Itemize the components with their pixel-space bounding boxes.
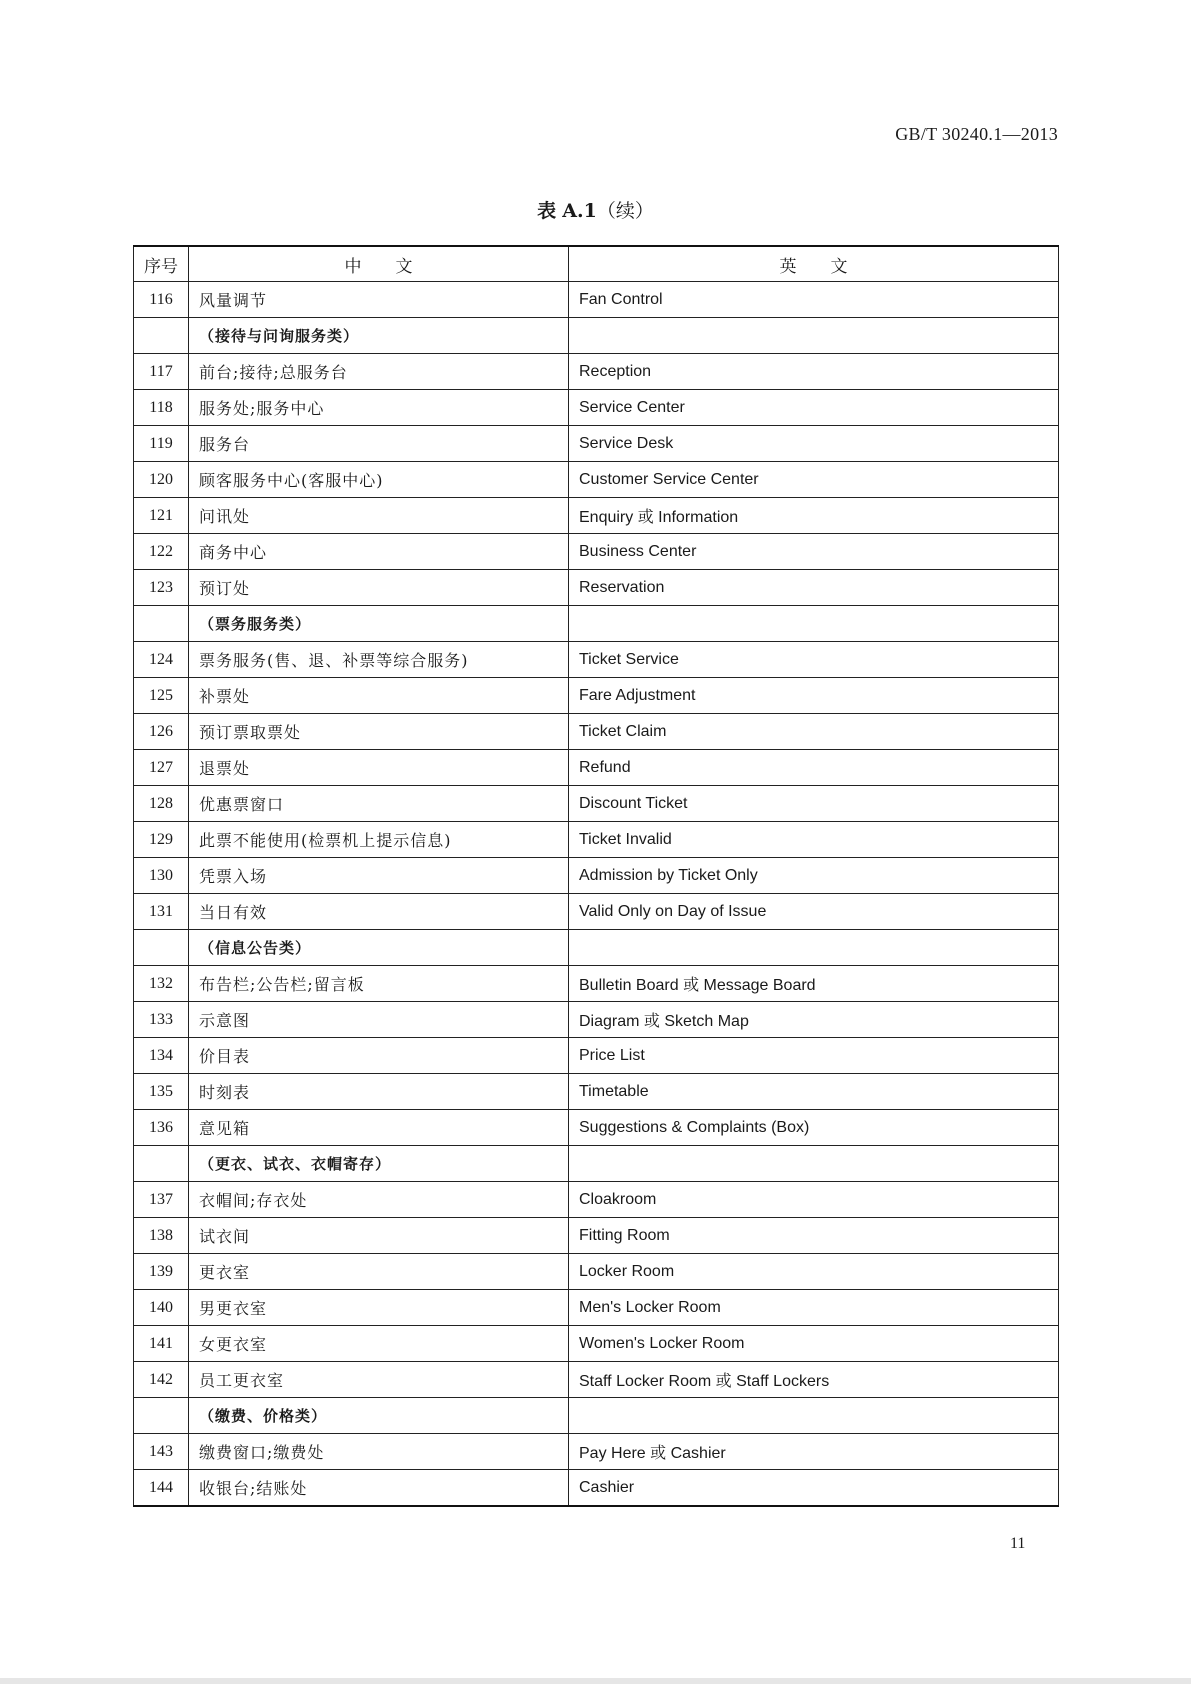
category-row bbox=[134, 930, 1059, 966]
category-row bbox=[134, 1398, 1059, 1434]
english-term: Staff Locker Room 或 Staff Lockers bbox=[569, 1362, 1059, 1398]
english-term: Cloakroom bbox=[569, 1182, 1059, 1218]
english-term: Ticket Invalid bbox=[569, 822, 1059, 858]
table-row bbox=[134, 714, 1059, 750]
chinese-term: 女更衣室 bbox=[189, 1326, 569, 1362]
table-title-suffix: （续） bbox=[596, 200, 654, 222]
english-term: Locker Room bbox=[569, 1254, 1059, 1290]
row-number: 118 bbox=[134, 390, 189, 426]
chinese-term: 此票不能使用(检票机上提示信息) bbox=[189, 822, 569, 858]
english-term: Price List bbox=[569, 1038, 1059, 1074]
chinese-term: 票务服务(售、退、补票等综合服务) bbox=[189, 642, 569, 678]
header-english: 英 文 bbox=[569, 246, 1059, 282]
table-row bbox=[134, 1110, 1059, 1146]
english-term bbox=[569, 606, 1059, 642]
table-row bbox=[134, 534, 1059, 570]
row-number: 135 bbox=[134, 1074, 189, 1110]
english-term: Cashier bbox=[569, 1470, 1059, 1507]
row-number bbox=[134, 318, 189, 354]
row-number bbox=[134, 1398, 189, 1434]
row-number: 119 bbox=[134, 426, 189, 462]
table-row bbox=[134, 1470, 1059, 1507]
english-term: Men's Locker Room bbox=[569, 1290, 1059, 1326]
english-term: Enquiry 或 Information bbox=[569, 498, 1059, 534]
table-row bbox=[134, 894, 1059, 930]
footer-rule bbox=[0, 1678, 1191, 1684]
row-number: 116 bbox=[134, 282, 189, 318]
chinese-term: 前台;接待;总服务台 bbox=[189, 354, 569, 390]
chinese-term: 示意图 bbox=[189, 1002, 569, 1038]
english-term: Reception bbox=[569, 354, 1059, 390]
row-number: 131 bbox=[134, 894, 189, 930]
row-number: 137 bbox=[134, 1182, 189, 1218]
row-number: 125 bbox=[134, 678, 189, 714]
english-term: Reservation bbox=[569, 570, 1059, 606]
english-term: Ticket Claim bbox=[569, 714, 1059, 750]
row-number: 117 bbox=[134, 354, 189, 390]
english-term: Valid Only on Day of Issue bbox=[569, 894, 1059, 930]
table-row bbox=[134, 1254, 1059, 1290]
table-row bbox=[134, 858, 1059, 894]
row-number bbox=[134, 606, 189, 642]
row-number: 127 bbox=[134, 750, 189, 786]
english-term: Service Center bbox=[569, 390, 1059, 426]
table-row bbox=[134, 1218, 1059, 1254]
table-row bbox=[134, 390, 1059, 426]
english-term: Fitting Room bbox=[569, 1218, 1059, 1254]
row-number: 132 bbox=[134, 966, 189, 1002]
table-title-label: A.1 bbox=[562, 200, 597, 222]
row-number: 141 bbox=[134, 1326, 189, 1362]
table-row bbox=[134, 462, 1059, 498]
table-row bbox=[134, 750, 1059, 786]
row-number: 133 bbox=[134, 1002, 189, 1038]
table-body bbox=[134, 282, 1059, 1507]
table-row bbox=[134, 1038, 1059, 1074]
row-number: 128 bbox=[134, 786, 189, 822]
table-row bbox=[134, 1362, 1059, 1398]
chinese-term: 服务处;服务中心 bbox=[189, 390, 569, 426]
chinese-term: 当日有效 bbox=[189, 894, 569, 930]
table-row bbox=[134, 1434, 1059, 1470]
category-row bbox=[134, 318, 1059, 354]
english-term: Fare Adjustment bbox=[569, 678, 1059, 714]
chinese-term: 试衣间 bbox=[189, 1218, 569, 1254]
chinese-term: 缴费窗口;缴费处 bbox=[189, 1434, 569, 1470]
chinese-term: 更衣室 bbox=[189, 1254, 569, 1290]
chinese-term: 预订处 bbox=[189, 570, 569, 606]
table-row bbox=[134, 354, 1059, 390]
english-term: Customer Service Center bbox=[569, 462, 1059, 498]
english-term: Ticket Service bbox=[569, 642, 1059, 678]
english-term: Business Center bbox=[569, 534, 1059, 570]
row-number: 134 bbox=[134, 1038, 189, 1074]
row-number: 143 bbox=[134, 1434, 189, 1470]
table-row bbox=[134, 822, 1059, 858]
english-term: Pay Here 或 Cashier bbox=[569, 1434, 1059, 1470]
row-number: 121 bbox=[134, 498, 189, 534]
table-row bbox=[134, 1002, 1059, 1038]
chinese-term: 风量调节 bbox=[189, 282, 569, 318]
table-row bbox=[134, 1326, 1059, 1362]
english-term bbox=[569, 1146, 1059, 1182]
english-term bbox=[569, 318, 1059, 354]
chinese-term: 员工更衣室 bbox=[189, 1362, 569, 1398]
table-row bbox=[134, 966, 1059, 1002]
category-row bbox=[134, 606, 1059, 642]
table-title bbox=[0, 196, 1191, 223]
category-label: （信息公告类） bbox=[189, 930, 569, 966]
chinese-term: 补票处 bbox=[189, 678, 569, 714]
table-row bbox=[134, 1182, 1059, 1218]
english-term: Diagram 或 Sketch Map bbox=[569, 1002, 1059, 1038]
row-number: 130 bbox=[134, 858, 189, 894]
row-number: 120 bbox=[134, 462, 189, 498]
row-number: 142 bbox=[134, 1362, 189, 1398]
row-number: 144 bbox=[134, 1470, 189, 1507]
chinese-term: 问讯处 bbox=[189, 498, 569, 534]
english-term: Bulletin Board 或 Message Board bbox=[569, 966, 1059, 1002]
row-number bbox=[134, 930, 189, 966]
category-label: （缴费、价格类） bbox=[189, 1398, 569, 1434]
row-number: 136 bbox=[134, 1110, 189, 1146]
row-number bbox=[134, 1146, 189, 1182]
english-term: Service Desk bbox=[569, 426, 1059, 462]
table-title-prefix: 表 bbox=[537, 200, 557, 222]
chinese-term: 意见箱 bbox=[189, 1110, 569, 1146]
category-row bbox=[134, 1146, 1059, 1182]
chinese-term: 价目表 bbox=[189, 1038, 569, 1074]
english-term: Suggestions & Complaints (Box) bbox=[569, 1110, 1059, 1146]
english-term: Admission by Ticket Only bbox=[569, 858, 1059, 894]
table-row bbox=[134, 426, 1059, 462]
row-number: 124 bbox=[134, 642, 189, 678]
table-row bbox=[134, 1290, 1059, 1326]
table-row bbox=[134, 786, 1059, 822]
chinese-term: 男更衣室 bbox=[189, 1290, 569, 1326]
row-number: 123 bbox=[134, 570, 189, 606]
table-row bbox=[134, 642, 1059, 678]
table-row bbox=[134, 1074, 1059, 1110]
row-number: 129 bbox=[134, 822, 189, 858]
chinese-term: 退票处 bbox=[189, 750, 569, 786]
table-row bbox=[134, 570, 1059, 606]
chinese-term: 时刻表 bbox=[189, 1074, 569, 1110]
table-row bbox=[134, 282, 1059, 318]
english-term: Women's Locker Room bbox=[569, 1326, 1059, 1362]
category-label: （票务服务类） bbox=[189, 606, 569, 642]
chinese-term: 布告栏;公告栏;留言板 bbox=[189, 966, 569, 1002]
english-term: Refund bbox=[569, 750, 1059, 786]
table-header-row bbox=[134, 246, 1059, 282]
chinese-term: 凭票入场 bbox=[189, 858, 569, 894]
english-term: Timetable bbox=[569, 1074, 1059, 1110]
chinese-term: 服务台 bbox=[189, 426, 569, 462]
terms-table bbox=[133, 245, 1059, 1507]
row-number: 138 bbox=[134, 1218, 189, 1254]
table-row bbox=[134, 498, 1059, 534]
header-chinese: 中 文 bbox=[189, 246, 569, 282]
english-term bbox=[569, 930, 1059, 966]
header-number: 序号 bbox=[134, 246, 189, 282]
row-number: 139 bbox=[134, 1254, 189, 1290]
row-number: 122 bbox=[134, 534, 189, 570]
chinese-term: 商务中心 bbox=[189, 534, 569, 570]
chinese-term: 顾客服务中心(客服中心) bbox=[189, 462, 569, 498]
chinese-term: 衣帽间;存衣处 bbox=[189, 1182, 569, 1218]
row-number: 140 bbox=[134, 1290, 189, 1326]
page-number: 11 bbox=[1010, 1535, 1026, 1552]
chinese-term: 预订票取票处 bbox=[189, 714, 569, 750]
chinese-term: 优惠票窗口 bbox=[189, 786, 569, 822]
english-term bbox=[569, 1398, 1059, 1434]
row-number: 126 bbox=[134, 714, 189, 750]
category-label: （接待与问询服务类） bbox=[189, 318, 569, 354]
english-term: Discount Ticket bbox=[569, 786, 1059, 822]
english-term: Fan Control bbox=[569, 282, 1059, 318]
standard-code: GB/T 30240.1—2013 bbox=[895, 124, 1058, 144]
table-row bbox=[134, 678, 1059, 714]
category-label: （更衣、试衣、衣帽寄存） bbox=[189, 1146, 569, 1182]
chinese-term: 收银台;结账处 bbox=[189, 1470, 569, 1507]
